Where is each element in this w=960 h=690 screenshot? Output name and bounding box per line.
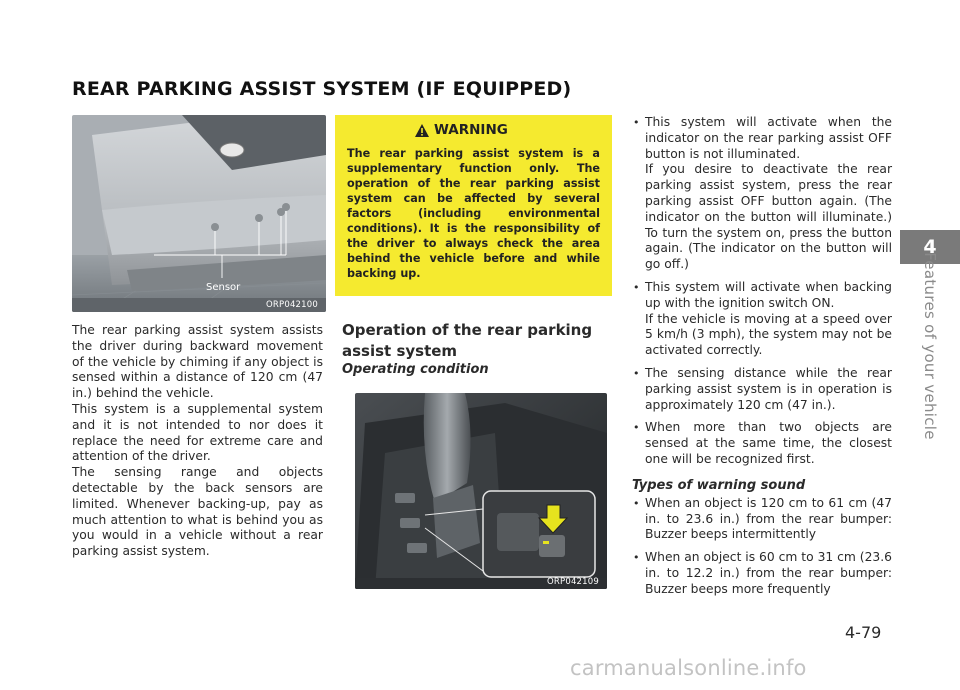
- list-item: • When more than two objects are sensed at the same time, the closest one will be recognized first.: [632, 420, 892, 467]
- car-rear-figure: [72, 115, 326, 312]
- watermark: carmanualsonline.info: [570, 656, 807, 680]
- list-item: • When an object is 60 cm to 31 cm (23.6 in. to 12.2 in.) from the rear bumper: Buzzer beeps more frequently: [632, 550, 892, 597]
- warning-triangle-icon: [415, 124, 429, 137]
- left-column: [72, 323, 323, 560]
- list-item: • The sensing distance while the rear parking assist system is in operation is approximately 120 cm (47 in.).: [632, 366, 892, 413]
- activation-bullets: [632, 115, 892, 468]
- warning-header: [415, 122, 600, 138]
- gear-console-illustration: [355, 393, 607, 589]
- figure-code: ORP042100: [266, 300, 318, 310]
- warning-sound-heading: Types of warning sound: [632, 477, 806, 493]
- list-item: • When an object is 120 cm to 61 cm (47 in. to 23.6 in.) from the rear bumper: Buzzer beeps intermittently: [632, 496, 892, 543]
- warning-box: [335, 115, 612, 296]
- sensor-label: Sensor: [206, 282, 241, 293]
- intro-paragraph: The rear parking assist system assists the driver during backward movement of the vehicle by chiming if any object is sensed within a distance of 120 cm (47 in.) behind the vehicle.: [72, 323, 323, 401]
- page-number: 4-79: [845, 623, 882, 642]
- right-column: [632, 115, 892, 605]
- warning-sound-bullets: [632, 496, 892, 598]
- chapter-title: Features of your vehicle: [921, 252, 939, 440]
- list-item: • This system will activate when the indicator on the rear parking assist OFF button is not illuminated. If you desire to deactivate the rear parking assist system, press the rear parking assist OFF button again. (The indicator on the button will illuminate.) To turn the system on, press the button again. (The indicator on the button will go off.): [632, 115, 892, 273]
- console-figure: [355, 393, 607, 589]
- chapter-tab: 4: [900, 230, 960, 264]
- operating-condition-subheading: Operating condition: [342, 362, 489, 377]
- warning-text: The rear parking assist system is a supplementary function only. The operation of the rear parking assist system can be affected by several factors (including environmental conditions). It is the responsibility of the driver to always check the area behind the vehicle before and while backing up.: [347, 147, 600, 280]
- sensing-range-paragraph: The sensing range and objects detectable by the back sensors are limited. Whenever backing-up, pay as much attention to what is behind you as you would in a vehicle without a rear parking assist system.: [72, 465, 323, 559]
- figure-code: ORP042109: [547, 577, 599, 587]
- list-item: • This system will activate when backing up with the ignition switch ON. If the vehicle is moving at a speed over 5 km/h (3 mph), the system may not be activated correctly.: [632, 280, 892, 359]
- car-rear-illustration: [72, 115, 326, 312]
- warning-title: WARNING: [434, 122, 508, 138]
- section-title: REAR PARKING ASSIST SYSTEM (IF EQUIPPED): [72, 78, 572, 100]
- operation-heading: Operation of the rear parking assist system: [342, 321, 593, 360]
- supplemental-paragraph: This system is a supplemental system and it is not intended to nor does it replace the need for extreme care and attention of the driver.: [72, 401, 323, 464]
